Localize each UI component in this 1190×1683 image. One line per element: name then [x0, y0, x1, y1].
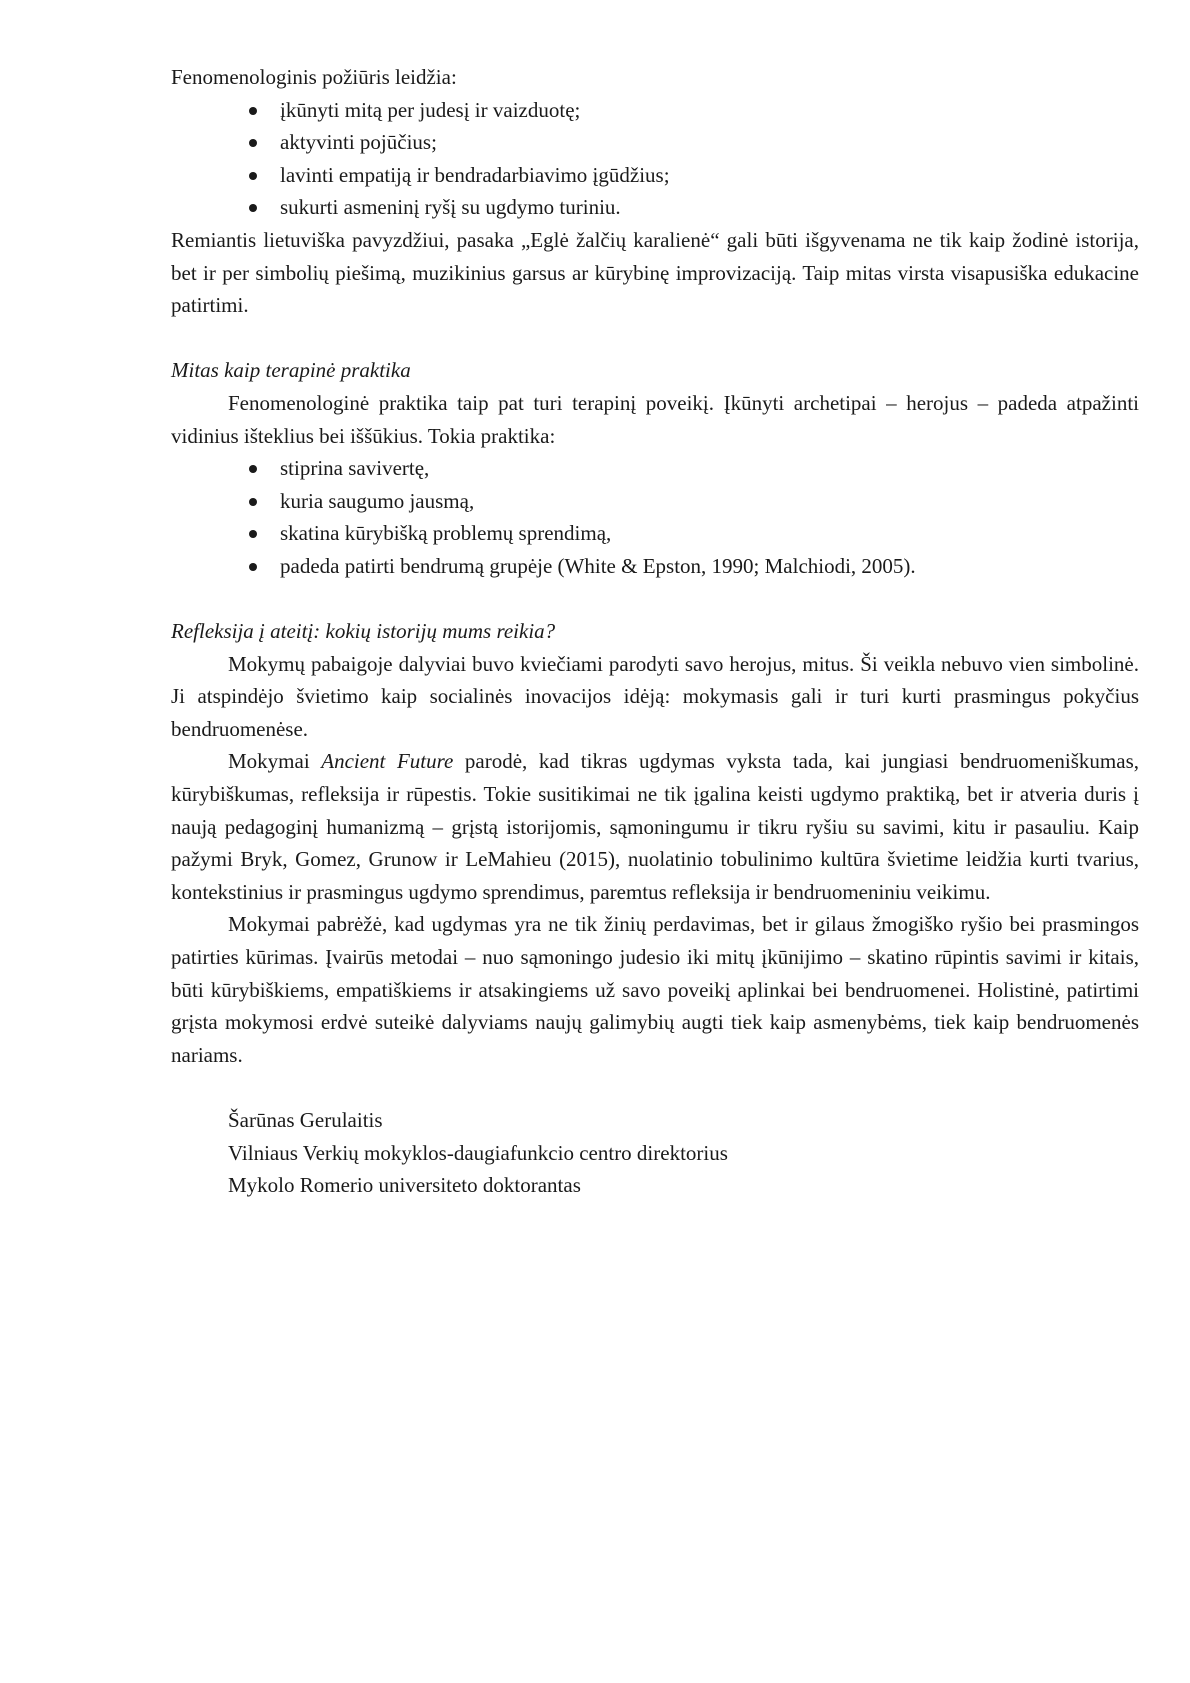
- document-page: [171, 61, 1139, 1202]
- author-signature: [171, 1104, 1139, 1202]
- section3-paragraph-1: Mokymų pabaigoje dalyviai buvo kviečiami parodyti savo herojus, mitus. Ši veikla nebuvo vien simbolinė. Ji atspindėjo švietimo kaip socialinės inovacijos idėją: mokymasis gali ir turi kurti prasmingus pokyčius bendruomenėse.: [171, 651, 1139, 741]
- spacer: [171, 583, 1139, 616]
- bullet-icon: [249, 530, 257, 538]
- list-item: sukurti asmeninį ryšį su ugdymo turiniu.: [171, 191, 1139, 224]
- section3-paragraph-3: Mokymai pabrėžė, kad ugdymas yra ne tik žinių perdavimas, bet ir gilaus žmogiško ryšio bei prasmingos patirties kūrimas. Įvairūs metodai – nuo sąmoningo judesio iki mitų įkūnijimo – skatino rūpintis savimi ir kitais, būti kūrybiškiems, empatiškiems ir atsakingiems už savo poveikį aplinkai bei bendruomenei. Holistinė, patirtimi grįsta mokymosi erdvė suteikė dalyviams naujų galimybių augti tiek kaip asmenybėms, tiek kaip bendruomenės nariams.: [171, 912, 1139, 1067]
- author-affiliation: Mykolo Romerio universiteto doktorantas: [228, 1173, 581, 1198]
- section2-heading: Mitas kaip terapinė praktika: [171, 358, 411, 383]
- section3-paragraph-2: Mokymai Ancient Future parodė, kad tikras ugdymas vyksta tada, kai jungiasi bendruomeniškumas, kūrybiškumas, refleksija ir rūpestis. Tokie susitikimai ne tik įgalina keisti ugdymo praktiką, bet ir atveria duris į naują pedagoginį humanizmą – grįstą istorijomis, sąmoningumu ir tikru ryšiu su savimi, kitu ir pasauliu. Kaip pažymi Bryk, Gomez, Grunow ir LeMahieu (2015), nuolatinio tobulinimo kultūra švietime leidžia kurti tvarius, kontekstinius ir prasmingus ugdymo sprendimus, paremtus refleksija ir bendruomeniniu veikimu.: [171, 749, 1139, 904]
- section1-paragraph: Remiantis lietuviška pavyzdžiui, pasaka „Eglė žalčių karalienė“ gali būti išgyvenama ne tik kaip žodinė istorija, bet ir per simbolių piešimą, muzikinius garsus ar kūrybinę improvizaciją. Taip mitas virsta visapusiška edukacine patirtimi.: [171, 227, 1139, 318]
- bullet-icon: [249, 107, 257, 115]
- section1-bullet-list: [171, 94, 1139, 224]
- list-item: padeda patirti bendrumą grupėje (White & Epston, 1990; Malchiodi, 2005).: [171, 550, 1139, 583]
- bullet-icon: [249, 204, 257, 212]
- bullet-icon: [249, 498, 257, 506]
- list-item: įkūnyti mitą per judesį ir vaizduotę;: [171, 94, 1139, 127]
- list-item: skatina kūrybišką problemų sprendimą,: [171, 517, 1139, 550]
- bullet-icon: [249, 563, 257, 571]
- list-item: aktyvinti pojūčius;: [171, 126, 1139, 159]
- list-item: lavinti empatiją ir bendradarbiavimo įgūdžius;: [171, 159, 1139, 192]
- training-title: Ancient Future: [321, 749, 454, 774]
- bullet-icon: [249, 465, 257, 473]
- spacer: [171, 1071, 1139, 1104]
- author-name: Šarūnas Gerulaitis: [228, 1108, 383, 1132]
- section3-heading: Refleksija į ateitį: kokių istorijų mums reikia?: [171, 619, 556, 644]
- section2-paragraph: Fenomenologinė praktika taip pat turi terapinį poveikį. Įkūnyti archetipai – herojus – padeda atpažinti vidinius išteklius bei iššūkius. Tokia praktika:: [171, 390, 1139, 448]
- spacer: [171, 322, 1139, 355]
- list-item: kuria saugumo jausmą,: [171, 485, 1139, 518]
- author-position: Vilniaus Verkių mokyklos-daugiafunkcio centro direktorius: [228, 1140, 728, 1165]
- bullet-icon: [249, 172, 257, 180]
- list-item: stiprina savivertę,: [171, 452, 1139, 485]
- bullet-icon: [249, 139, 257, 147]
- section2-bullet-list: [171, 452, 1139, 582]
- section1-intro: Fenomenologinis požiūris leidžia:: [171, 65, 457, 89]
